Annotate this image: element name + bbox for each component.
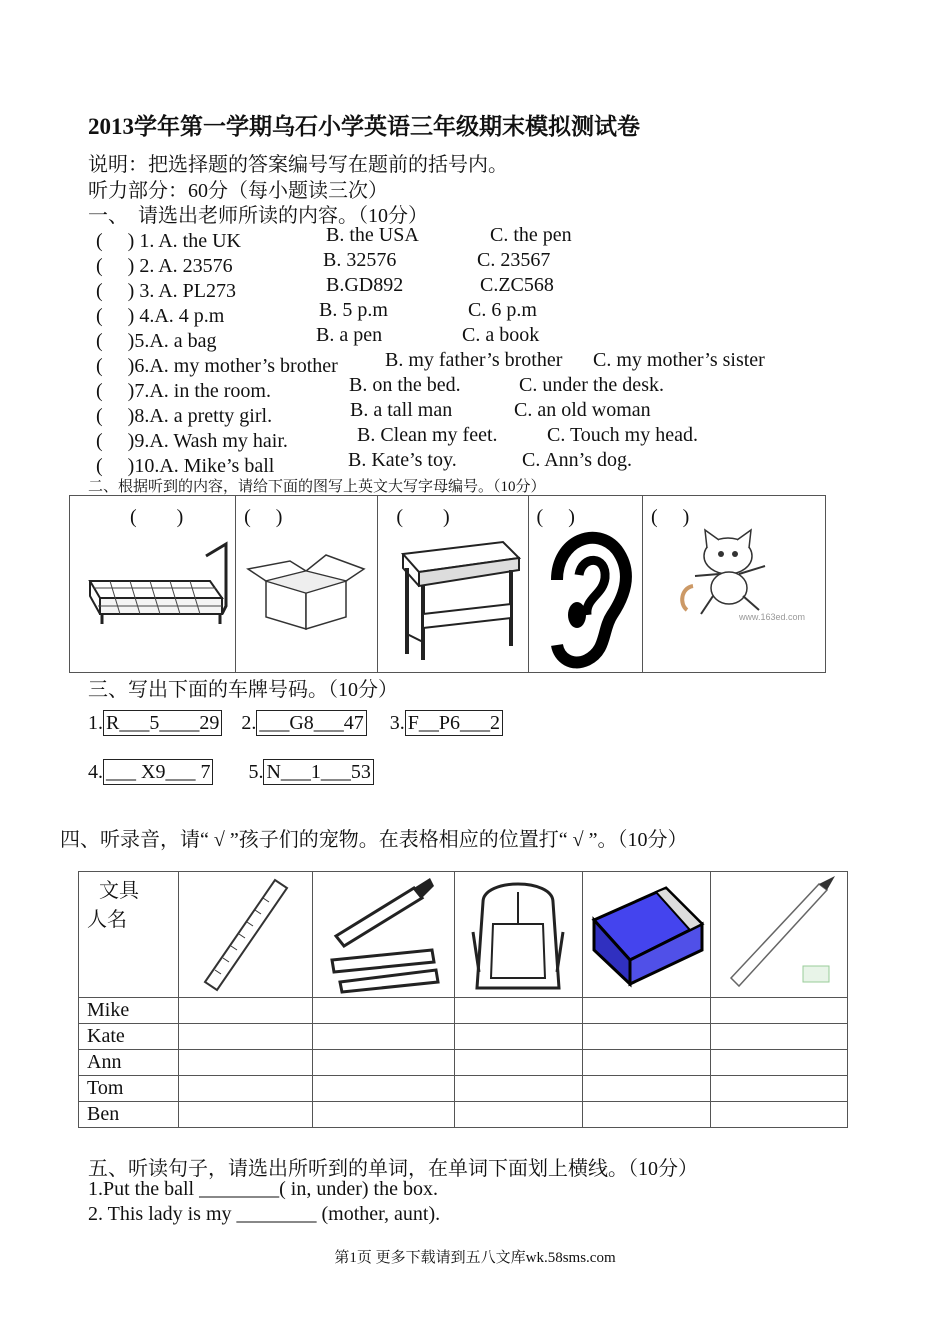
- bed-icon: [80, 536, 230, 626]
- check-cell[interactable]: [454, 1102, 582, 1128]
- plate-number: F__P6___2: [405, 710, 503, 736]
- check-cell[interactable]: [178, 1050, 312, 1076]
- eraser-icon: [586, 880, 706, 990]
- section1-heading: 一、 请选出老师所读的内容。（10分）: [88, 205, 428, 227]
- watermark: www.163ed.com: [738, 612, 805, 622]
- section4-heading: 四、听录音，请“ √ ”孩子们的宠物。在表格相应的位置打“ √ ”。（10分）: [60, 829, 688, 851]
- name-cell: Tom: [79, 1076, 179, 1102]
- plate-row: 1. R___5____29 2. ___G8___47 3. F__P6___2: [88, 710, 503, 736]
- check-cell[interactable]: [711, 998, 848, 1024]
- check-cell[interactable]: [711, 1024, 848, 1050]
- pencil-icon: [719, 874, 839, 994]
- picture-table: [69, 495, 826, 673]
- page-title: 2013学年第一学期乌石小学英语三年级期末模拟测试卷: [88, 114, 640, 139]
- icon-cell: [711, 872, 848, 998]
- ruler-icon: [185, 874, 305, 994]
- backpack-icon: [463, 872, 573, 996]
- plate-number: ___G8___47: [256, 710, 366, 736]
- section3-heading: 三、写出下面的车牌号码。（10分）: [88, 679, 398, 701]
- pets-table: [78, 871, 848, 1128]
- picture-cell: ( ) www.163ed.com: [642, 496, 825, 673]
- name-cell: Kate: [79, 1024, 179, 1050]
- listening-note: 听力部分：60分（每小题读三次）: [88, 180, 388, 202]
- check-cell[interactable]: [454, 1024, 582, 1050]
- plate-number: ___ X9___ 7: [103, 759, 213, 785]
- icon-cell: [454, 872, 582, 998]
- check-cell[interactable]: [454, 998, 582, 1024]
- check-cell[interactable]: [582, 998, 710, 1024]
- check-cell[interactable]: [312, 1076, 454, 1102]
- check-cell[interactable]: [711, 1102, 848, 1128]
- picture-cell: ( ): [378, 496, 528, 673]
- check-cell[interactable]: [312, 998, 454, 1024]
- check-cell[interactable]: [178, 1102, 312, 1128]
- cat-icon: [673, 526, 793, 626]
- check-cell[interactable]: [312, 1050, 454, 1076]
- icon-cell: [582, 872, 710, 998]
- picture-cell: ( ): [236, 496, 378, 673]
- instruction: 说明：把选择题的答案编号写在题前的括号内。: [88, 154, 508, 176]
- picture-cell: ( ): [70, 496, 236, 673]
- desk-icon: [383, 534, 523, 664]
- page-footer: 第1页 更多下载请到五八文库wk.58sms.com: [334, 1250, 616, 1266]
- check-cell[interactable]: [312, 1102, 454, 1128]
- section5-heading: 五、听读句子，请选出所听到的单词，在单词下面划上横线。（10分）: [88, 1158, 698, 1180]
- plate-number: R___5____29: [103, 710, 222, 736]
- sentence-1: 1.Put the ball ________( in, under) the box.: [88, 1178, 438, 1200]
- corner-cell: 文具 人名: [79, 872, 179, 998]
- check-cell[interactable]: [454, 1050, 582, 1076]
- name-cell: Ann: [79, 1050, 179, 1076]
- sentence-2: 2. This lady is my ________ (mother, aunt).: [88, 1203, 441, 1225]
- check-cell[interactable]: [178, 1076, 312, 1102]
- check-cell[interactable]: [582, 1076, 710, 1102]
- plate-row: 4. ___ X9___ 7 5. N___1___53: [88, 759, 374, 785]
- section2-heading: 二、根据听到的内容，请给下面的图写上英文大写字母编号。（10分）: [88, 479, 546, 495]
- plate-number: N___1___53: [263, 759, 373, 785]
- name-cell: Mike: [79, 998, 179, 1024]
- check-cell[interactable]: [454, 1076, 582, 1102]
- icon-cell: [178, 872, 312, 998]
- box-icon: [246, 551, 366, 631]
- check-cell[interactable]: [582, 1050, 710, 1076]
- icon-cell: [312, 872, 454, 998]
- check-cell[interactable]: [711, 1050, 848, 1076]
- name-cell: Ben: [79, 1102, 179, 1128]
- check-cell[interactable]: [178, 1024, 312, 1050]
- check-cell[interactable]: [582, 1024, 710, 1050]
- check-cell[interactable]: [178, 998, 312, 1024]
- check-cell[interactable]: [582, 1102, 710, 1128]
- picture-cell: ( ): [528, 496, 642, 673]
- check-cell[interactable]: [711, 1076, 848, 1102]
- pens-icon: [318, 874, 448, 994]
- ear-icon: [537, 520, 637, 670]
- check-cell[interactable]: [312, 1024, 454, 1050]
